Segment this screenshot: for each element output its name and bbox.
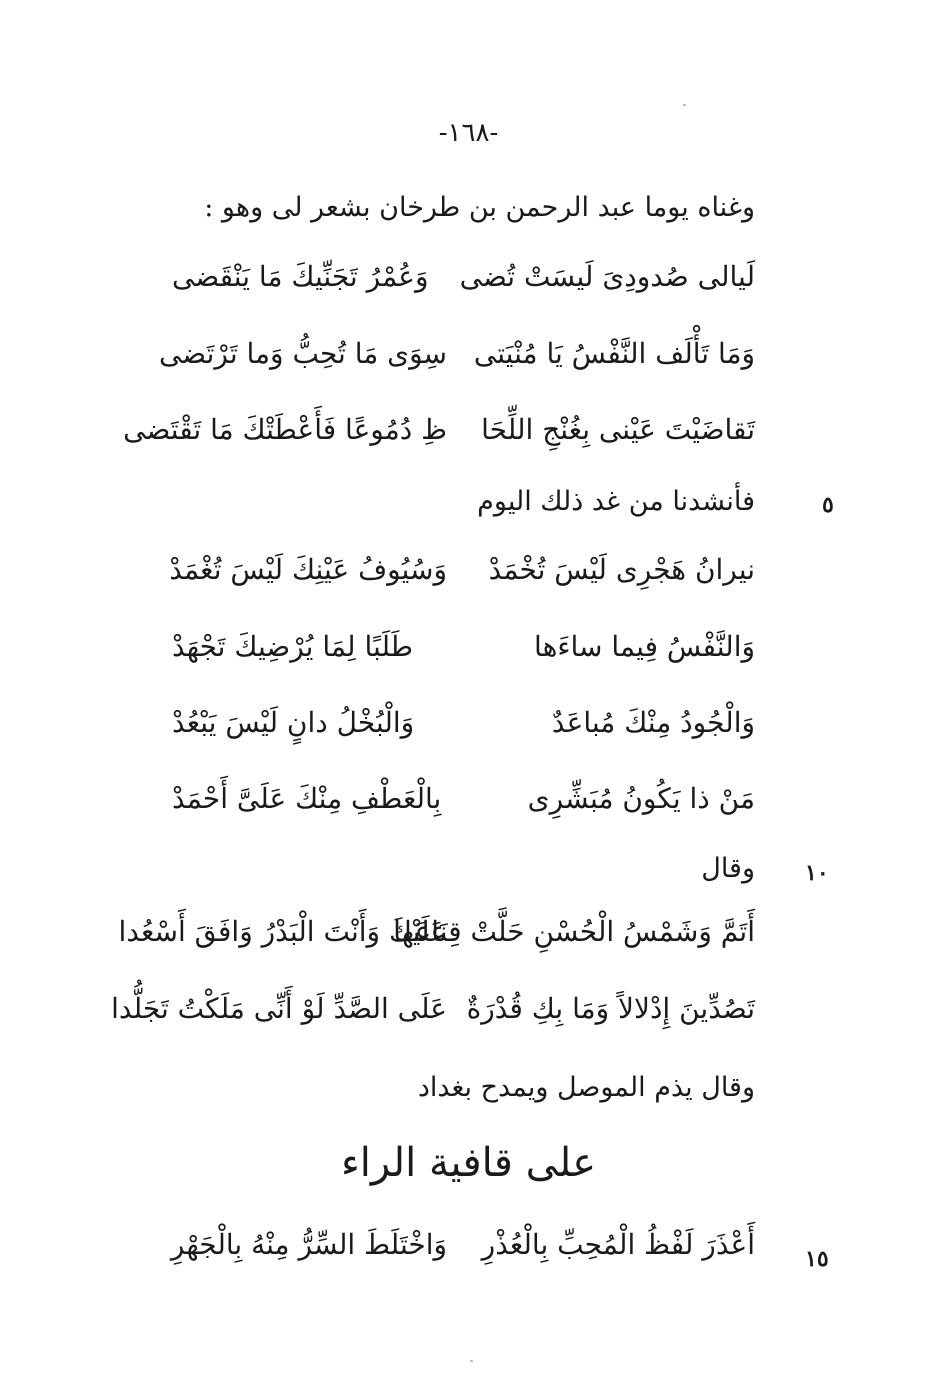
- verse-row: [172, 706, 755, 762]
- verse-row: [172, 630, 755, 686]
- hemistich-second: وَسُيُوفُ عَيْنِكَ لَيْسَ تُغْمَدْ: [169, 553, 447, 586]
- line-number: ١٥: [805, 1246, 829, 1272]
- hemistich-first: أَعْذَرَ لَفْظُ الْمُحِبِّ بِالْعُذْرِ: [481, 1228, 755, 1261]
- intro-text-3: وقال: [701, 853, 755, 884]
- page-number: -١٦٨-: [438, 118, 499, 148]
- line-number: ١٠: [805, 860, 829, 886]
- intro-text-1: وغناه يوما عبد الرحمن بن طرخان بشعر لى وهو :: [204, 192, 755, 223]
- verse-row: [158, 337, 755, 393]
- hemistich-second: ظِ دُمُوعًا فَأَعْطَتْكَ مَا تَقْتَضى: [123, 413, 447, 446]
- intro-text-2: فأنشدنا من غد ذلك اليوم: [477, 486, 755, 517]
- hemistich-first: لَيالى صُدودِىَ لَيسَتْ تُضى: [459, 260, 755, 293]
- paper-speck: [683, 104, 686, 106]
- hemistich-first: وَالْجُودُ مِنْكَ مُباعَدٌ: [551, 706, 755, 739]
- hemistich-first: وَالنَّفْسُ فِيما ساءَها: [534, 630, 755, 663]
- hemistich-second: طَلَبًا لِمَا يُرْضِيكَ تَجْهَدْ: [172, 630, 414, 663]
- hemistich-second: عَلَيْكَ وَأَنْتَ الْبَدْرُ وَافَقَ أَسْعُدا: [118, 915, 447, 948]
- hemistich-first: نيرانُ هَجْرِى لَيْسَ تُخْمَدْ: [488, 553, 755, 586]
- hemistich-second: بِالْعَطْفِ مِنْكَ عَلَىَّ أَحْمَدْ: [172, 782, 442, 815]
- hemistich-second: وَاخْتَلَطَ السِّرُّ مِنْهُ بِالْجَهْرِ: [170, 1228, 447, 1261]
- hemistich-second: وَعُمْرُ تَجَنِّيكَ مَا يَنْقَضى: [172, 260, 429, 293]
- line-number: ٥: [822, 492, 834, 518]
- hemistich-second: عَلَى الصَّدِّ لَوْ أَنِّى مَلَكْتُ تَجَلُّدا: [111, 992, 447, 1025]
- hemistich-second: سِوَى مَا تُحِبُّ وَما تَرْتَضى: [158, 337, 447, 370]
- verse-row: [123, 413, 755, 469]
- hemistich-first: تَقاضَيْتَ عَيْنى بِغُنْجِ اللِّحَا: [481, 413, 755, 446]
- verse-row: [118, 915, 755, 971]
- intro-text-4: وقال يذم الموصل ويمدح بغداد: [417, 1072, 755, 1103]
- verse-row: [172, 1228, 755, 1284]
- verse-row: [111, 992, 755, 1048]
- hemistich-first: مَنْ ذا يَكُونُ مُبَشِّرِى: [527, 782, 755, 815]
- verse-row: [169, 553, 755, 609]
- hemistich-first: تَصُدِّينَ إِدْلالاً وَمَا بِكِ قُدْرَةٌ: [466, 992, 755, 1025]
- hemistich-first: وَمَا تَأْلَف النَّفْسُ يَا مُنْيَتى: [473, 337, 755, 370]
- hemistich-second: وَالْبُخْلُ دانٍ لَيْسَ يَبْعُدْ: [172, 706, 415, 739]
- paper-speck: [470, 1360, 473, 1362]
- hemistich-first: أَتَمَّ وَشَمْسُ الْحُسْنِ حَلَّتْ قِنَاعَها: [393, 915, 755, 948]
- section-heading: على قافية الراء: [340, 1140, 597, 1186]
- verse-row: [172, 260, 755, 316]
- verse-row: [172, 782, 755, 838]
